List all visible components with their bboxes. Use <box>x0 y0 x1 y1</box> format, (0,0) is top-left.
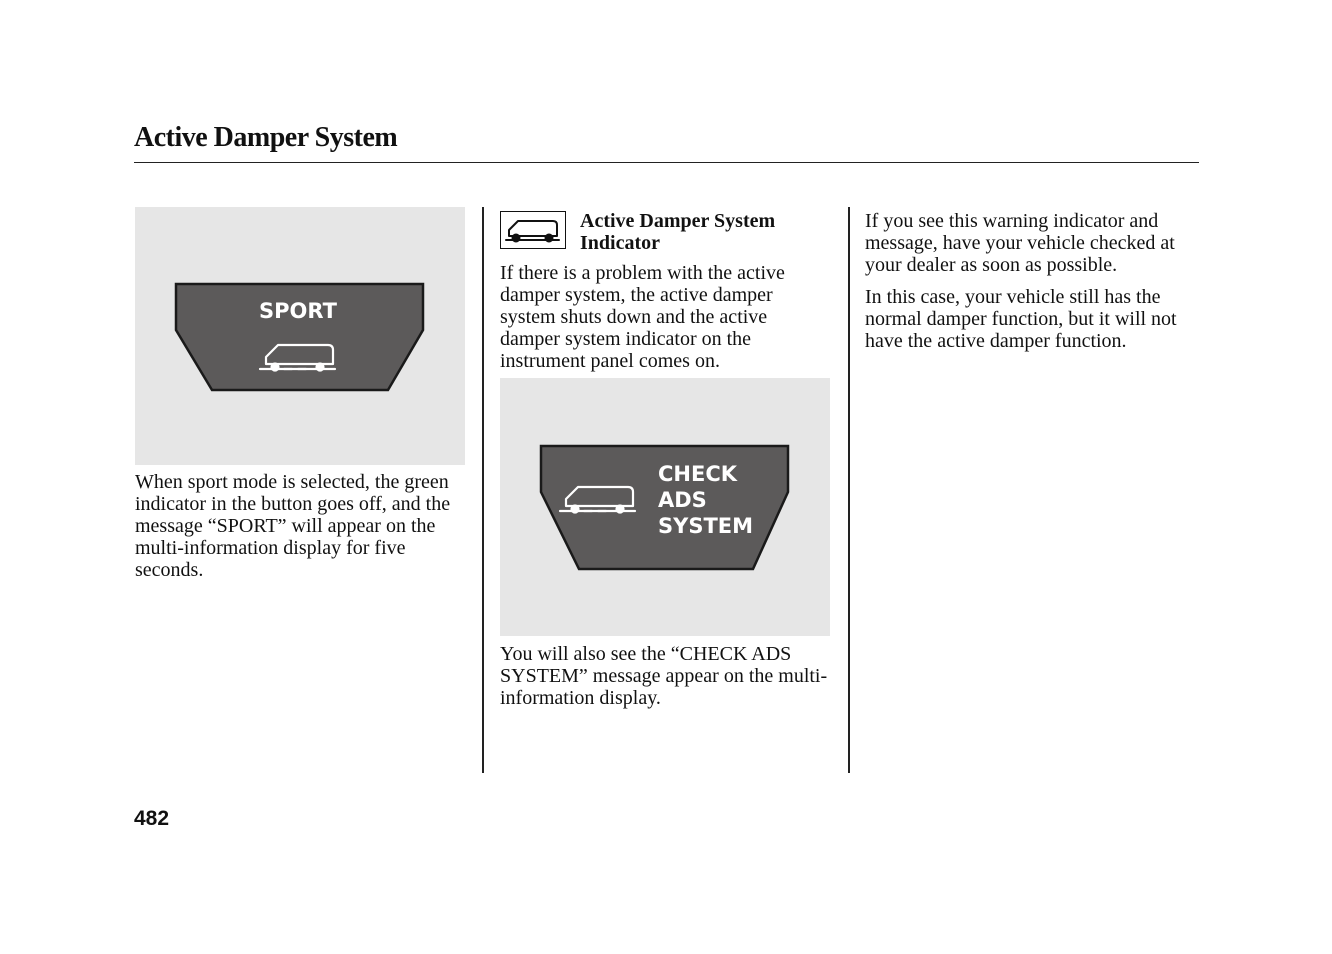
title-rule <box>134 162 1199 163</box>
page-title: Active Damper System <box>134 122 398 153</box>
check-ads-line-1: CHECK <box>658 462 738 486</box>
indicator-symbol-box <box>500 211 566 249</box>
sport-message: SPORT <box>259 299 337 323</box>
normal-damper-paragraph: In this case, your vehicle still has the normal damper function, but it will not have the active damper function. <box>865 286 1177 352</box>
column-divider-left <box>482 207 484 773</box>
check-ads-display-illustration <box>500 378 830 636</box>
active-damper-car-icon <box>501 212 564 247</box>
sport-mode-paragraph: When sport mode is selected, the green indicator in the button goes off, and the message “SPORT” will appear on the multi-information display for five seconds. <box>135 471 451 581</box>
indicator-problem-paragraph: If there is a problem with the active damper system, the active damper system shuts down and the active damper system indicator on the instrument panel comes on. <box>500 262 785 372</box>
page-number: 482 <box>134 807 170 830</box>
sport-display-illustration <box>135 207 465 465</box>
check-ads-line-3: SYSTEM <box>658 514 754 538</box>
warning-advice-paragraph: If you see this warning indicator and message, have your vehicle checked at your dealer as soon as possible. <box>865 210 1175 276</box>
section-heading-indicator: Active Damper System Indicator <box>580 210 776 254</box>
check-ads-line-2: ADS <box>658 488 707 512</box>
check-ads-message-paragraph: You will also see the “CHECK ADS SYSTEM” message appear on the multi-information display. <box>500 643 828 709</box>
column-divider-right <box>848 207 850 773</box>
